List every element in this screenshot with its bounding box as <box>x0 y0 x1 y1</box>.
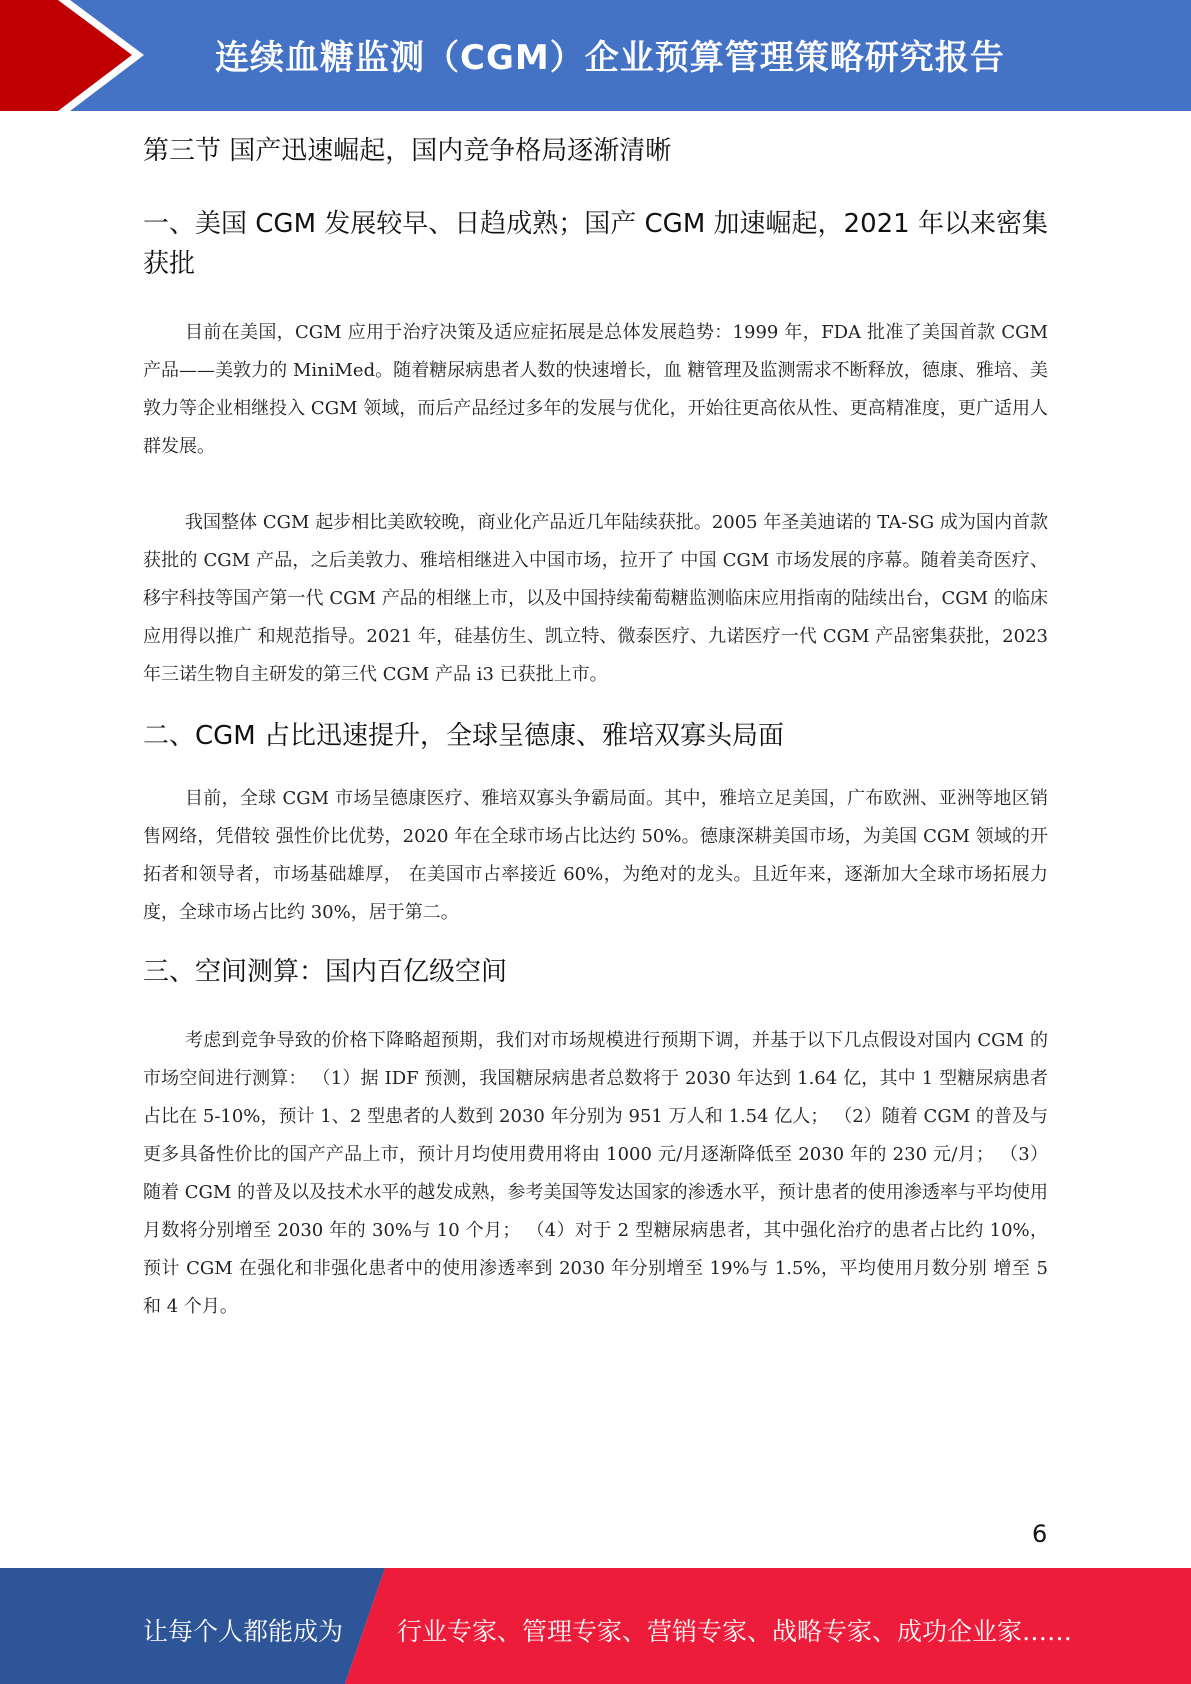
page-content <box>143 110 1048 1326</box>
footer-slogan-right: 行业专家、管理专家、营销专家、战略专家、成功企业家…… <box>397 1617 1073 1646</box>
header-arrow-graphic <box>0 0 150 111</box>
subsection-heading-2: 二、CGM 占比迅速提升，全球呈德康、雅培双寡头局面 <box>143 721 784 751</box>
paragraph-1-1: 目前在美国，CGM 应用于治疗决策及适应症拓展是总体发展趋势：1999 年，FDA 批准了美国首款 CGM 产品——美敦力的 MiniMed。随着糖尿病患者人数的快速增长，血 糖管理及监测需求不断释放，德康、雅培、美敦力等企业相继投入 CGM 领域，而后产品经过多年的发展与优化，开始往更高依从性、更高精准度，更广适用人群发展。 <box>143 322 1048 457</box>
paragraph-2-1: 目前，全球 CGM 市场呈德康医疗、雅培双寡头争霸局面。其中，雅培立足美国，广布欧洲、亚洲等地区销售网络，凭借较 强性价比优势，2020 年在全球市场占比达约 50%。德康深耕美国市场，为美国 CGM 领域的开拓者和领导者，市场基础雄厚， 在美国市占率接近 60%，为绝对的龙头。且近年来，逐渐加大全球市场拓展力度，全球市场占比约 30%，居于第二。 <box>143 788 1048 923</box>
paragraph-1-2: 我国整体 CGM 起步相比美欧较晚，商业化产品近几年陆续获批。2005 年圣美迪诺的 TA-SG 成为国内首款获批的 CGM 产品，之后美敦力、雅培相继进入中国市场，拉开了 中国 CGM 市场发展的序幕。随着美奇医疗、移宇科技等国产第一代 CGM 产品的相继上市，以及中国持续葡萄糖监测临床应用指南的陆续出台，CGM 的临床应用得以推广 和规范指导。2021 年，硅基仿生、凯立特、微泰医疗、九诺医疗一代 CGM 产品密集获批，2023 年三诺生物自主研发的第三代 CGM 产品 i3 已获批上市。 <box>143 512 1048 685</box>
paragraph-3-1: 考虑到竞争导致的价格下降略超预期，我们对市场规模进行预期下调，并基于以下几点假设对国内 CGM 的市场空间进行测算： （1）据 IDF 预测，我国糖尿病患者总数将于 2030 年达到 1.64 亿，其中 1 型糖尿病患者占比在 5-10%，预计 1、2 型患者的人数到 2030 年分别为 951 万人和 1.54 亿人； （2）随着 CGM 的普及与更多具备性价比的国产产品上市，预计月均使用费用将由 1000 元/月逐渐降低至 2030 年的 230 元/月； （3）随着 CGM 的普及以及技术水平的越发成熟，参考美国等发达国家的渗透水平，预计患者的使用渗透率与平均使用月数将分别增至 2030 年的 30%与 10 个月； （4）对于 2 型糖尿病患者，其中强化治疗的患者占比约 10%，预计 CGM 在强化和非强化患者中的使用渗透率到 2030 年分别增至 19%与 1.5%，平均使用月数分别 增至 5 和 4 个月。 <box>143 1030 1048 1317</box>
page-number: 6 <box>1032 1520 1048 1548</box>
subsection-heading-3: 三、空间测算：国内百亿级空间 <box>143 957 508 987</box>
header-bar <box>0 0 1191 111</box>
section-title: 第三节 国产迅速崛起，国内竞争格局逐渐清晰 <box>143 136 672 166</box>
report-title: 连续血糖监测（CGM）企业预算管理策略研究报告 <box>215 38 1005 78</box>
footer-slogan-left: 让每个人都能成为 <box>143 1617 344 1646</box>
subsection-heading-1: 一、美国 CGM 发展较早、日趋成熟；国产 CGM 加速崛起，2021 年以来密集获批 <box>143 209 1048 279</box>
